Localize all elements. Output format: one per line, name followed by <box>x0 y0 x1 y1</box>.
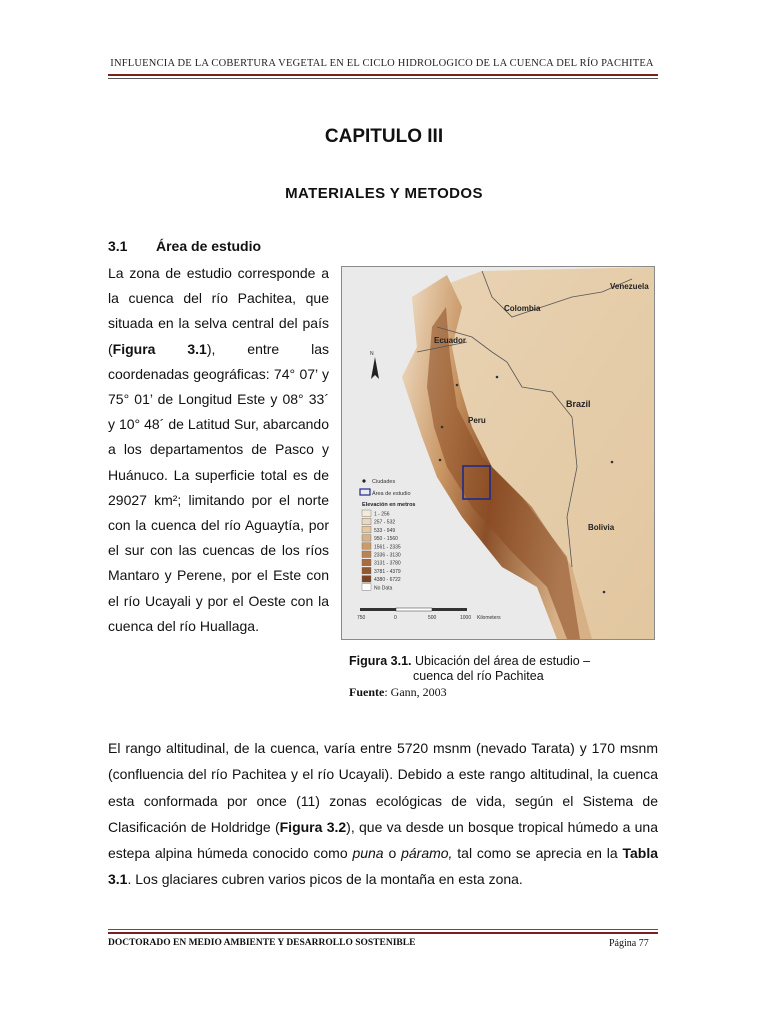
legend-class-label: 3781 - 4379 <box>374 568 401 575</box>
header-rule-bottom <box>108 78 658 79</box>
table-3-1-reference: Tabla 3.1 <box>108 845 659 888</box>
label-peru: Peru <box>468 416 486 425</box>
legend-class-label: 257 - 532 <box>374 519 396 526</box>
label-ecuador: Ecuador <box>434 336 467 345</box>
legend-swatch <box>362 535 371 542</box>
figure-3-1-reference: Figura 3.1 <box>112 340 207 357</box>
legend-class-label: 950 - 1560 <box>374 536 398 543</box>
scale-1000: 1000 <box>460 615 472 621</box>
source-text: : Gann, 2003 <box>384 685 447 699</box>
header-rule-top <box>108 74 658 76</box>
section-number: 3.1 <box>108 238 128 254</box>
paragraph2-text-5: . Los glaciares cubren varios picos de la montaña en esta zona. <box>127 871 523 888</box>
scale-0: 0 <box>394 615 397 621</box>
figure-source <box>349 685 447 700</box>
figure-label: Figura 3.1. <box>349 654 412 668</box>
chapter-subtitle: MATERIALES Y METODOS <box>285 185 483 202</box>
scale-500: 500 <box>428 615 437 621</box>
legend-swatch <box>362 551 371 558</box>
paragraph2-text-2: ), que va desde un bosque tropical húmedo a una estepa alpina húmeda conocido como <box>108 818 659 862</box>
legend-swatch <box>362 518 371 525</box>
paragraph-altitudinal-range <box>108 735 658 893</box>
legend-class-label: 533 - 949 <box>374 527 396 534</box>
scale-unit: Kilometers <box>477 615 501 621</box>
footer-rule-bottom <box>108 932 658 934</box>
running-header: INFLUENCIA DE LA COBERTURA VEGETAL EN EL CICLO HIDROLOGICO DE LA CUENCA DEL RÍO PACHITEA <box>110 58 654 69</box>
figure-caption-line-1: Ubicación del área de estudio – <box>415 654 591 668</box>
label-brazil: Brazil <box>566 399 591 409</box>
paragraph-study-area <box>108 261 329 639</box>
label-bolivia: Bolivia <box>588 523 615 532</box>
legend-swatch <box>362 576 371 583</box>
paragraph1-text-1: La zona de estudio corresponde a la cuenca del río Pachitea, que situada en la selva central del país ( <box>108 265 329 357</box>
figure-caption-line-2: cuenca del río Pachitea <box>413 669 544 683</box>
legend-class-label: No Data <box>374 585 393 592</box>
legend-class-label: 1561 - 2335 <box>374 544 401 551</box>
legend-ciudades: Ciudades <box>372 479 396 485</box>
legend-swatch <box>362 543 371 550</box>
legend-swatch <box>362 584 371 591</box>
legend-class-label: 4380 - 6722 <box>374 577 401 584</box>
chapter-title: CAPITULO III <box>324 126 444 147</box>
legend-elevation-title: Elevación en metros <box>362 502 416 508</box>
figure-caption <box>349 654 590 684</box>
legend-class-label: 1 - 256 <box>374 511 390 518</box>
page-number: Página 77 <box>609 938 649 949</box>
figure-3-2-reference: Figura 3.2 <box>279 818 347 835</box>
svg-text:N: N <box>370 351 374 357</box>
legend-class-label: 2336 - 3130 <box>374 552 401 559</box>
source-label: Fuente <box>349 685 385 699</box>
scale-750: 750 <box>357 615 366 621</box>
term-puna: puna <box>352 845 384 862</box>
paragraph2-text-4: tal como se aprecia en la <box>452 845 623 862</box>
label-venezuela: Venezuela <box>610 282 649 291</box>
legend-swatch <box>362 567 371 574</box>
section-title: Área de estudio <box>156 238 262 254</box>
legend-swatch <box>362 510 371 517</box>
map-figure <box>341 266 655 640</box>
legend-swatch <box>362 559 371 566</box>
paragraph2-text-3: o <box>383 845 402 862</box>
legend-class-label: 3131 - 3780 <box>374 560 401 567</box>
label-colombia: Colombia <box>504 304 541 313</box>
paragraph1-text-2: ), entre las coordenadas geográficas: 74° 07’ y 75° 01’ de Longitud Este y 08° 33´ y 10° 48´ de Latitud Sur, abarcando a los departamentos de Pasco y Huánuco. La superficie total es de 29027 km²; limitando por el norte con la cuenca del río Aguaytía, por el sur con las cuencas de los ríos Mantaro y Perene, por el Este con el río Ucayali y por el Oeste con la cuenca del río Huallaga. <box>108 340 329 634</box>
footer-rule-top <box>108 929 658 930</box>
term-paramo: páramo, <box>401 845 453 862</box>
legend-swatch <box>362 526 371 533</box>
legend-area: Área de estudio <box>372 491 411 497</box>
section-heading <box>108 238 261 254</box>
footer-program: DOCTORADO EN MEDIO AMBIENTE Y DESARROLLO SOSTENIBLE <box>108 938 416 948</box>
paragraph2-text-1: El rango altitudinal, de la cuenca, varía entre 5720 msnm (nevado Tarata) y 170 msnm (confluencia del río Pachitea y el río Ucayali). Debido a este rango altitudinal, la cuenca esta conformada por once (11) zonas ecológicas de vida, según el Sistema de Clasificación de Holdridge ( <box>108 740 658 835</box>
